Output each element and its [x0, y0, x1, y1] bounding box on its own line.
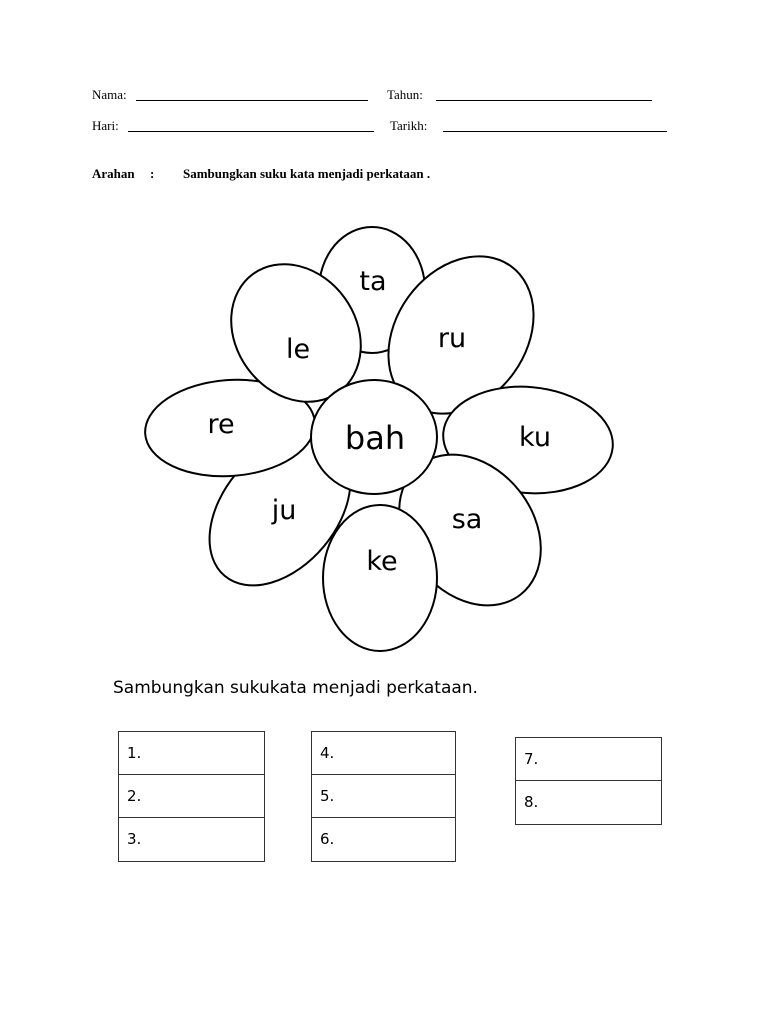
answer-box-1: [118, 731, 265, 862]
answer-cell-7[interactable]: 7.: [516, 738, 661, 781]
center-label: bah: [344, 419, 406, 457]
petal-label-ju: ju: [271, 495, 297, 526]
answer-cell-3[interactable]: 3.: [127, 830, 142, 848]
tarikh-label: Tarikh:: [390, 118, 428, 133]
petal-label-le: le: [285, 334, 311, 365]
exercise-subtitle: Sambungkan sukukata menjadi perkataan.: [113, 678, 478, 698]
answer-cell-8[interactable]: 8.: [524, 793, 539, 811]
answer-cell-4[interactable]: 4.: [312, 732, 455, 775]
petal-label-sa: sa: [451, 504, 483, 535]
instruction-label: Arahan: [92, 166, 135, 181]
tahun-label: Tahun:: [387, 87, 423, 102]
answer-cell-6[interactable]: 6.: [320, 830, 335, 848]
answer-box-2: [311, 731, 456, 862]
petal-label-re: re: [207, 409, 235, 440]
answer-cell-1[interactable]: 1.: [119, 732, 264, 775]
petal-ke: [323, 505, 437, 651]
nama-label: Nama:: [92, 87, 127, 102]
petal-label-ke: ke: [366, 546, 398, 577]
petal-label-ku: ku: [519, 422, 551, 453]
answer-box-3: [515, 737, 662, 825]
instruction-text: Sambungkan suku kata menjadi perkataan .: [183, 166, 431, 181]
instruction-colon: :: [150, 166, 155, 181]
petal-label-ta: ta: [359, 266, 387, 297]
answer-cell-2[interactable]: 2.: [119, 775, 264, 818]
hari-label: Hari:: [92, 118, 119, 133]
answer-cell-5[interactable]: 5.: [312, 775, 455, 818]
petal-label-ru: ru: [437, 323, 467, 354]
